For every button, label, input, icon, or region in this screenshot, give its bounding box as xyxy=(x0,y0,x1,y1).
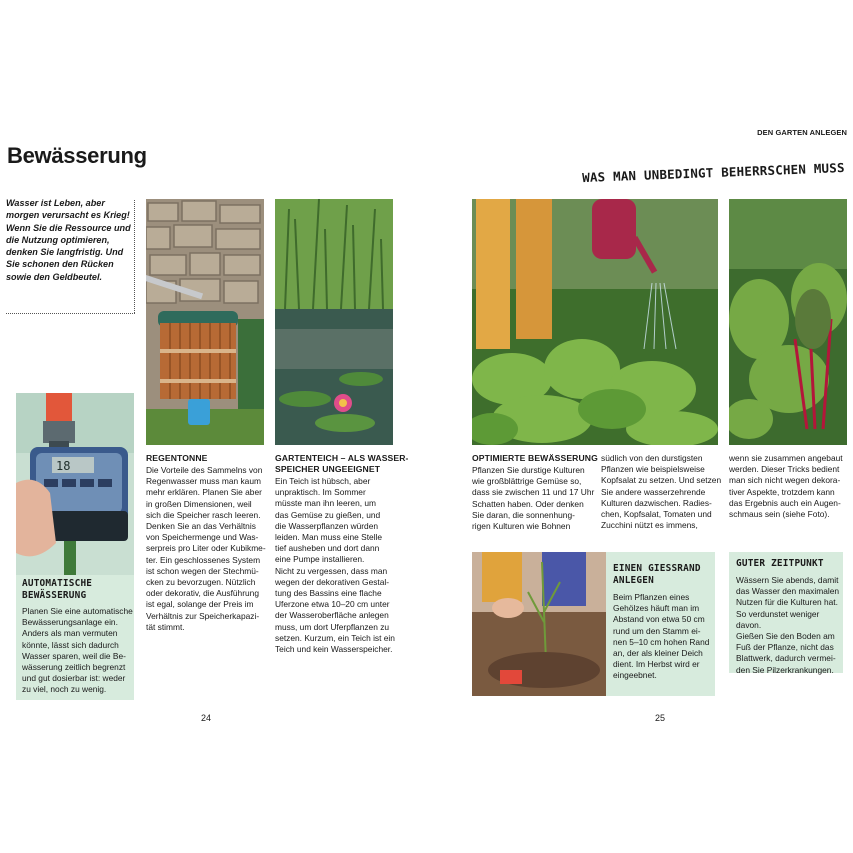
page-number-left: 24 xyxy=(201,713,212,723)
optimized-irrigation-col3: wenn sie zusammen angebaut werden. Dieser Tricks bedient man sich nicht wegen dekora- tiver Aspekte, trotzdem kann das Ergebnis auch ein Augen- schmaus sein (siehe Foto). xyxy=(729,453,843,520)
good-timing-heading: GUTER ZEITPUNKT xyxy=(736,558,824,569)
good-timing-text: Wässern Sie abends, damit das Wasser den maximalen Nutzen für die Kulturen hat. So verdunstet weniger davon. Gießen Sie den Boden am Fuß der Pflanze, nicht das Blattwerk, dadurch vermei- den Sie Pilzerkrankungen. xyxy=(736,575,840,675)
planting-tree-photo xyxy=(472,552,606,696)
intro-divider xyxy=(6,313,135,314)
page-title: Bewässerung xyxy=(7,143,147,168)
optimized-irrigation-heading: OPTIMIERTE BEWÄSSERUNG xyxy=(472,453,598,463)
optimized-irrigation-col1: Pflanzen Sie durstige Kulturen wie großblättrige Gemüse so, dass sie zwischen 11 und 17 Uhr Schatten haben. Oder denken Sie daran, die sonnenhung- rigen Kulturen wie Bohnen xyxy=(472,465,595,532)
intro-text: Wasser ist Leben, aber morgen verursacht es Krieg! Wenn Sie die Ressource und die Nutzung optimieren, denken Sie langfristig. Und Sie schonen den Rücken sowie den Geldbeutel. xyxy=(6,198,131,282)
section-label: DEN GARTEN ANLEGEN xyxy=(757,128,847,137)
rain-barrel-heading: REGENTONNE xyxy=(146,453,208,463)
watering-rim-heading: EINEN GIESSRAND ANLEGEN xyxy=(613,563,701,586)
rain-barrel-photo xyxy=(146,199,264,445)
garden-pond-text: Ein Teich ist hübsch, aber unpraktisch. Im Sommer müsste man ihn leeren, um das Gemüse zu gießen, und die Wasserpflanzen würden leiden. Man muss eine Stelle tief ausheben und dort dann eine Pumpe installieren. Nicht zu vergessen, dass man wegen der dekorativen Gestal- tung des Bassins eine flache Uferzone etwa 10–20 cm unter der Wasseroberfläche anlegen muss, um dort Uferpflanzen zu setzen. Kurzum, ein Teich ist ein Teich und kein Wasserspeicher. xyxy=(275,476,395,655)
timer-display-value: 18 xyxy=(56,459,71,473)
watering-rim-text: Beim Pflanzen eines Gehölzes häuft man im Abstand von etwa 50 cm rund um den Stamm ei- nen 5–10 cm hohen Rand an, der als kleiner Deich dient. Im Herbst wird er eingeebnet. xyxy=(613,592,710,681)
page-subtitle: WAS MAN UNBEDINGT BEHERRSCHEN MUSS xyxy=(582,160,846,186)
garden-pond-heading: GARTENTEICH – ALS WASSER- SPEICHER UNGEEIGNET xyxy=(275,453,409,474)
swiss-chard-photo xyxy=(729,199,847,445)
page-number-right: 25 xyxy=(655,713,666,723)
irrigation-timer-photo xyxy=(16,393,134,575)
automatic-irrigation-text: Planen Sie eine automatische Bewässerungsanlage ein. Anders als man vermuten könnte, lässt sich dadurch Wasser sparen, weil die Be- wässerung zeitlich begrenzt und gut dosierbar ist: weder zu viel, noch zu wenig. xyxy=(22,606,133,695)
automatic-irrigation-heading: AUTOMATISCHE BEWÄSSERUNG xyxy=(22,578,93,601)
optimized-irrigation-col2: südlich von den durstigsten Pflanzen wie beispielsweise Kopfsalat zu setzen. Und setzen Sie andere wasserzehrende Kulturen dazwischen. Radies- chen, Kopfsalat, Tomaten und Zucchini nützt es immens, xyxy=(601,453,722,531)
intro-divider-vertical xyxy=(134,200,135,313)
rain-barrel-text: Die Vorteile des Sammelns von Regenwasser muss man kaum mehr erklären. Planen Sie aber in großen Dimensionen, weil sich die Speicher rasch leeren. Denken Sie an das Verhältnis von Speichermenge und Was- serpreis pro Liter oder Kubikme- ter. Ein geschlossenes System ist schon wegen der Stechmü- cken zu bevorzugen. Nützlich oder dekorativ, die Ausführung ist egal, solange der Preis im Verhältnis zur Speicherkapazi- tät stimmt. xyxy=(146,465,266,632)
watering-vegetables-photo xyxy=(472,199,718,445)
garden-pond-photo xyxy=(275,199,393,445)
